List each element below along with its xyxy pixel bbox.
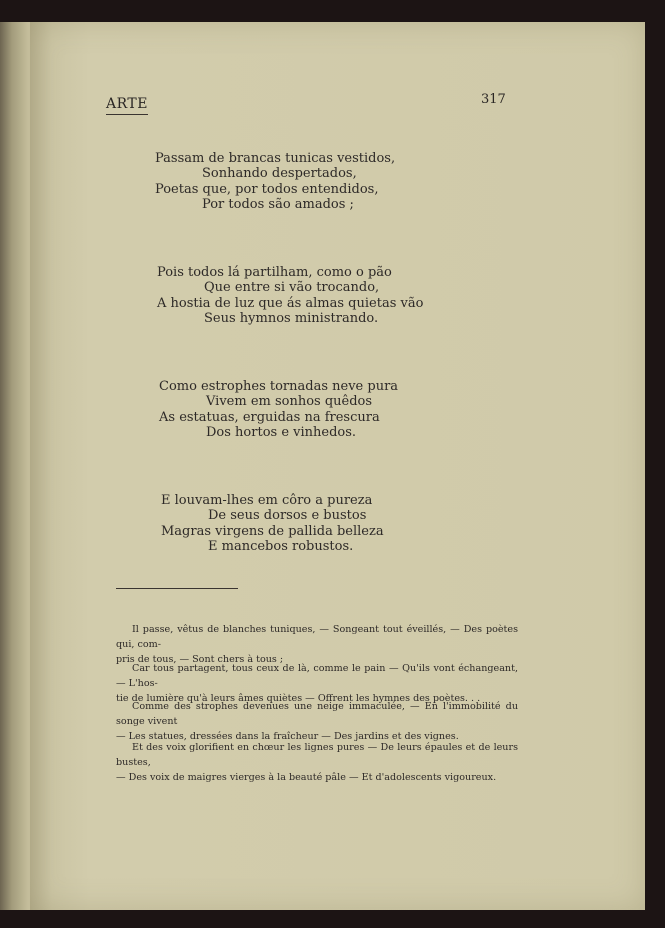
poem-stanza-3 bbox=[159, 379, 398, 440]
poem-line: Passam de brancas tunicas vestidos, bbox=[155, 151, 396, 166]
footnote-line: Et des voix glorifient en chœur les lignes pures — De leurs épaules et de leurs bustes, bbox=[116, 742, 518, 768]
poem-stanza-1 bbox=[155, 151, 395, 212]
poem-line: Magras virgens de pallida belleza bbox=[161, 523, 384, 539]
poem-line: E louvam-lhes em côro a pureza bbox=[161, 493, 373, 508]
poem-line: Poetas que, por todos entendidos, bbox=[155, 181, 379, 197]
poem-line: Como estrophes tornadas neve pura bbox=[159, 379, 399, 394]
poem-line: As estatuas, erguidas na frescura bbox=[159, 409, 380, 425]
translation-footnote-3 bbox=[116, 699, 518, 744]
footnote-line: — Des voix de maigres vierges à la beauté pâle — Et d'adolescents vigoureux. bbox=[116, 772, 497, 783]
running-header-section: ARTE bbox=[106, 96, 148, 115]
poem-line: Por todos são amados ; bbox=[202, 196, 354, 212]
poem-stanza-2 bbox=[157, 265, 423, 326]
poem-line: E mancebos robustos. bbox=[208, 538, 354, 554]
translation-footnote-4 bbox=[116, 740, 518, 785]
poem-line: A hostia de luz que ás almas quietas vão bbox=[157, 295, 424, 311]
footnote-line: Comme des strophes devenues une neige immaculée, — En l'immobilité du songe vivent bbox=[116, 701, 518, 727]
poem-line: Que entre si vão trocando, bbox=[204, 280, 380, 296]
footnote-line: Car tous partagent, tous ceux de là, comme le pain — Qu'ils vont échangeant, — L'hos- bbox=[116, 663, 518, 689]
page-number: 317 bbox=[481, 92, 506, 107]
footnote-line: — Les statues, dressées dans la fraîcheur — Des jardins et des vignes. bbox=[116, 731, 459, 742]
book-spine bbox=[0, 22, 32, 910]
poem-line: Dos hortos e vinhedos. bbox=[206, 424, 357, 440]
footnote-line: tie de lumière qu'à leurs âmes quiètes — Offrent les hymnes des poètes. . . bbox=[116, 693, 481, 704]
poem-line: Seus hymnos ministrando. bbox=[204, 310, 379, 326]
poem-line: Pois todos lá partilham, como o pão bbox=[157, 265, 392, 280]
footnote-line: pris de tous, — Sont chers à tous ; bbox=[116, 654, 284, 665]
footnote-line: Il passe, vêtus de blanches tuniques, — Songeant tout éveillés, — Des poètes qui, com- bbox=[116, 624, 518, 650]
footnote-divider bbox=[116, 588, 238, 589]
poem-line: Sonhando despertados, bbox=[202, 166, 357, 182]
poem-line: Vivem em sonhos quêdos bbox=[206, 394, 373, 410]
poem-stanza-4 bbox=[161, 493, 384, 554]
poem-line: De seus dorsos e bustos bbox=[208, 508, 367, 524]
